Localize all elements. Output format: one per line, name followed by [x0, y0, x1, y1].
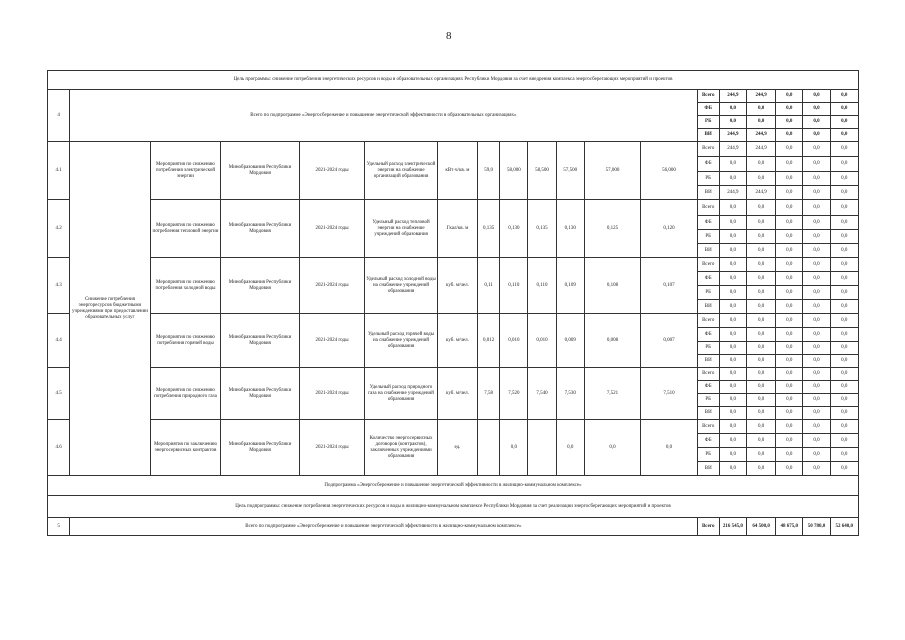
base-value: 59,0 [478, 142, 500, 200]
funding-value: 0,0 [719, 394, 746, 407]
funding-source: РБ [697, 116, 719, 129]
executor: Минобразования Республики Мордовия [221, 200, 300, 258]
funding-value: 244,9 [746, 90, 775, 103]
funding-value: 244,9 [746, 142, 775, 157]
funding-value: 0,0 [776, 407, 803, 420]
funding-value: 0,0 [746, 328, 775, 342]
funding-value: 0,0 [776, 448, 803, 462]
funding-value: 0,0 [719, 342, 746, 355]
base-value: 7,58 [478, 368, 500, 420]
unit: Гкал/кв. м [437, 200, 477, 258]
funding-value: 0,0 [719, 368, 746, 381]
funding-value: 0,0 [830, 407, 858, 420]
period: 2021-2024 годы [299, 314, 364, 368]
target-value: 0,009 [556, 314, 584, 368]
unit: куб. м/чел. [437, 368, 477, 420]
funding-source: ФБ [697, 434, 719, 448]
base-value [478, 420, 500, 476]
funding-value: 0,0 [803, 434, 830, 448]
funding-value: 0,0 [719, 355, 746, 368]
funding-value: 0,0 [803, 200, 830, 216]
funding-value: 0,0 [830, 286, 858, 300]
funding-value: 0,0 [803, 342, 830, 355]
period: 2021-2024 годы [299, 142, 364, 200]
table-row [48, 368, 859, 381]
base-value: 0,012 [478, 314, 500, 368]
base-value: 0,135 [478, 200, 500, 258]
funding-value: 0,0 [746, 300, 775, 314]
target-value: 56,000 [641, 142, 697, 200]
base-value: 0,11 [478, 258, 500, 314]
funding-value: 0,0 [776, 142, 803, 157]
unit: куб. м/чел. [437, 258, 477, 314]
measure-name: Мероприятия по снижению потребления холодной воды [150, 258, 221, 314]
funding-value: 0,0 [776, 172, 803, 186]
funding-value: 0,0 [746, 368, 775, 381]
funding-value: 0,0 [746, 172, 775, 186]
table-row [48, 142, 859, 157]
funding-value: 0,0 [830, 394, 858, 407]
funding-value: 0,0 [776, 381, 803, 394]
target-value: 0,109 [556, 258, 584, 314]
target-value: 0,0 [500, 420, 528, 476]
subprogram-total-title: Всего по подпрограмме «Энергосбережение и повышение энергетической эффективности в жилищно-коммунальном комплексе» [70, 518, 697, 536]
funding-source: Всего [697, 368, 719, 381]
funding-value: 0,0 [719, 272, 746, 286]
funding-value: 244,9 [746, 186, 775, 200]
unit: кВт·ч/кв. м [437, 142, 477, 200]
funding-value: 0,0 [830, 172, 858, 186]
funding-source: ВИ [697, 462, 719, 476]
funding-value: 0,0 [746, 258, 775, 272]
funding-value: 0,0 [719, 314, 746, 328]
funding-value: 0,0 [830, 216, 858, 230]
funding-source: ФБ [697, 157, 719, 172]
measure-name: Мероприятия по заключению энергосервисных контрактов [150, 420, 221, 476]
funding-value: 0,0 [719, 462, 746, 476]
period: 2021-2024 годы [299, 200, 364, 258]
funding-source: ВИ [697, 129, 719, 142]
funding-value: 0,0 [803, 272, 830, 286]
funding-value: 0,0 [803, 407, 830, 420]
funding-source: РБ [697, 172, 719, 186]
funding-value: 0,0 [830, 200, 858, 216]
funding-value: 0,0 [776, 116, 803, 129]
funding-source: ФБ [697, 272, 719, 286]
funding-value: 0,0 [776, 420, 803, 434]
unit: куб. м/чел. [437, 314, 477, 368]
funding-source: РБ [697, 286, 719, 300]
funding-value: 0,0 [719, 407, 746, 420]
task-description: Снижение потребления энергоресурсов бюджетными учреждениями при предоставлении образовательных услуг [70, 142, 151, 476]
indicator: Удельный расход тепловой энергии на снабжение учреждений образования [365, 200, 438, 258]
funding-value: 0,0 [830, 258, 858, 272]
funding-value: 0,0 [776, 368, 803, 381]
row-number: 4.4 [48, 314, 70, 368]
funding-value: 244,9 [719, 129, 746, 142]
measure-name: Мероприятия по снижению потребления электрической энергии [150, 142, 221, 200]
funding-value: 0,0 [803, 129, 830, 142]
funding-value: 0,0 [803, 244, 830, 258]
funding-value: 0,0 [776, 434, 803, 448]
target-value: 0,008 [584, 314, 640, 368]
measure-name: Мероприятия по снижению потребления горячей воды [150, 314, 221, 368]
funding-value: 0,0 [803, 103, 830, 116]
subprogram-goal: Цель подпрограммы: снижение потребления энергетических ресурсов и воды в жилищно-коммунальном комплексе Республики Мордовия за счет реализации энергосберегающих мероприятий и проектов [48, 496, 859, 518]
indicator: Удельный расход горячей воды на снабжение учреждений образования [365, 314, 438, 368]
funding-value: 0,0 [803, 314, 830, 328]
funding-value: 0,0 [830, 230, 858, 244]
subprogram-title: Подпрограмма «Энергосбережение и повышение энергетической эффективности в жилищно-коммунальном комплексе» [48, 476, 859, 496]
funding-source: ФБ [697, 381, 719, 394]
funding-value: 0,0 [719, 116, 746, 129]
funding-source: ВИ [697, 300, 719, 314]
funding-value: 0,0 [830, 462, 858, 476]
funding-value: 0,0 [746, 116, 775, 129]
measure-name: Мероприятия по снижению потребления природного газа [150, 368, 221, 420]
funding-value: 0,0 [776, 186, 803, 200]
funding-value: 0,0 [746, 230, 775, 244]
funding-value: 0,0 [746, 381, 775, 394]
funding-value: 0,0 [719, 434, 746, 448]
funding-value: 0,0 [803, 172, 830, 186]
measure-name: Мероприятия по снижению потребления тепловой энергии [150, 200, 221, 258]
target-value: 7,540 [528, 368, 556, 420]
funding-source: ВИ [697, 355, 719, 368]
funding-value: 0,0 [830, 314, 858, 328]
executor: Минобразования Республики Мордовия [221, 142, 300, 200]
funding-value: 0,0 [776, 300, 803, 314]
funding-source: Всего [697, 90, 719, 103]
indicator: Удельный расход холодной воды на снабжение учреждений образования [365, 258, 438, 314]
funding-value: 0,0 [776, 244, 803, 258]
target-value: 57,000 [584, 142, 640, 200]
target-value: 7,521 [584, 368, 640, 420]
unit: ед. [437, 420, 477, 476]
target-value: 57,500 [556, 142, 584, 200]
funding-source: Всего [697, 142, 719, 157]
funding-value: 0,0 [746, 272, 775, 286]
target-value: 0,110 [500, 258, 528, 314]
funding-value: 0,0 [830, 420, 858, 434]
funding-value: 0,0 [803, 258, 830, 272]
funding-source: Всего [697, 314, 719, 328]
row-number: 4.5 [48, 368, 70, 420]
funding-value: 64 500,0 [746, 518, 775, 536]
funding-value: 0,0 [830, 300, 858, 314]
funding-value: 0,0 [830, 342, 858, 355]
funding-source: РБ [697, 230, 719, 244]
funding-value: 0,0 [776, 200, 803, 216]
executor: Минобразования Республики Мордовия [221, 368, 300, 420]
funding-value: 0,0 [776, 103, 803, 116]
funding-value: 0,0 [830, 381, 858, 394]
funding-value: 0,0 [830, 328, 858, 342]
funding-value: 0,0 [746, 434, 775, 448]
period: 2021-2024 годы [299, 420, 364, 476]
target-value: 7,530 [556, 368, 584, 420]
funding-value: 0,0 [776, 258, 803, 272]
funding-value: 0,0 [830, 90, 858, 103]
table-row [48, 314, 859, 328]
target-value: 58,500 [528, 142, 556, 200]
funding-value: 0,0 [776, 328, 803, 342]
funding-value: 0,0 [830, 368, 858, 381]
funding-source: РБ [697, 342, 719, 355]
target-value: 58,000 [500, 142, 528, 200]
funding-value: 0,0 [719, 420, 746, 434]
table-row [48, 420, 859, 434]
funding-value: 0,0 [719, 244, 746, 258]
funding-value: 0,0 [746, 407, 775, 420]
target-value: 0,108 [584, 258, 640, 314]
target-value: 0,125 [584, 200, 640, 258]
funding-source: ВИ [697, 407, 719, 420]
funding-value: 0,0 [803, 157, 830, 172]
funding-value: 0,0 [803, 355, 830, 368]
subprogram-total-title: Всего по подпрограмме «Энергосбережение и повышение энергетической эффективности в образовательных организациях» [70, 90, 697, 142]
table-row [48, 518, 859, 536]
table-row [48, 496, 859, 518]
funding-value: 0,0 [719, 200, 746, 216]
funding-source: ВИ [697, 244, 719, 258]
period: 2021-2024 годы [299, 258, 364, 314]
target-value: 0,135 [528, 200, 556, 258]
target-value: 0,0 [641, 420, 697, 476]
target-value: 0,010 [528, 314, 556, 368]
funding-value: 244,9 [719, 142, 746, 157]
funding-value: 0,0 [746, 448, 775, 462]
funding-source: ВИ [697, 186, 719, 200]
funding-value: 0,0 [830, 129, 858, 142]
funding-value: 0,0 [719, 381, 746, 394]
target-value: 0,010 [500, 314, 528, 368]
funding-source: РБ [697, 394, 719, 407]
funding-value: 52 640,0 [830, 518, 858, 536]
funding-value: 0,0 [776, 286, 803, 300]
period: 2021-2024 годы [299, 368, 364, 420]
funding-value: 244,9 [719, 186, 746, 200]
executor: Минобразования Республики Мордовия [221, 420, 300, 476]
funding-value: 0,0 [830, 186, 858, 200]
funding-value: 244,9 [746, 129, 775, 142]
funding-value: 0,0 [719, 216, 746, 230]
funding-value: 0,0 [803, 142, 830, 157]
funding-source: ФБ [697, 328, 719, 342]
funding-value: 0,0 [746, 314, 775, 328]
funding-value: 0,0 [746, 342, 775, 355]
target-value: 7,520 [500, 368, 528, 420]
target-value: 0,107 [641, 258, 697, 314]
target-value [528, 420, 556, 476]
funding-value: 0,0 [803, 230, 830, 244]
indicator: Количество энергосервисных договоров (контрактов), заключенных учреждениями образования [365, 420, 438, 476]
funding-value: 0,0 [719, 286, 746, 300]
funding-source: Всего [697, 258, 719, 272]
funding-value: 0,0 [830, 434, 858, 448]
funding-value: 0,0 [746, 355, 775, 368]
funding-value: 0,0 [830, 142, 858, 157]
funding-value: 0,0 [719, 258, 746, 272]
target-value: 0,007 [641, 314, 697, 368]
funding-value: 0,0 [776, 394, 803, 407]
funding-value: 0,0 [746, 216, 775, 230]
funding-value: 0,0 [803, 116, 830, 129]
funding-value: 0,0 [776, 314, 803, 328]
funding-value: 0,0 [746, 394, 775, 407]
executor: Минобразования Республики Мордовия [221, 258, 300, 314]
funding-value: 244,9 [719, 90, 746, 103]
target-value: 0,130 [500, 200, 528, 258]
executor: Минобразования Республики Мордовия [221, 314, 300, 368]
indicator: Удельный расход природного газа на снабжение учреждений образования [365, 368, 438, 420]
funding-value: 0,0 [803, 368, 830, 381]
funding-value: 0,0 [830, 116, 858, 129]
funding-value: 0,0 [803, 186, 830, 200]
funding-value: 216 545,0 [719, 518, 746, 536]
funding-value: 0,0 [830, 448, 858, 462]
funding-value: 0,0 [803, 394, 830, 407]
row-number: 4.1 [48, 142, 70, 200]
funding-value: 0,0 [746, 200, 775, 216]
funding-value: 0,0 [719, 103, 746, 116]
target-value: 0,120 [641, 200, 697, 258]
funding-value: 0,0 [830, 244, 858, 258]
funding-value: 0,0 [776, 90, 803, 103]
funding-value: 0,0 [803, 286, 830, 300]
funding-value: 50 780,0 [803, 518, 830, 536]
funding-value: 0,0 [719, 328, 746, 342]
target-value: 0,130 [556, 200, 584, 258]
table-row [48, 90, 859, 103]
row-number: 4 [48, 90, 70, 142]
funding-value: 0,0 [719, 230, 746, 244]
funding-value: 0,0 [776, 355, 803, 368]
funding-value: 0,0 [746, 157, 775, 172]
funding-value: 0,0 [746, 103, 775, 116]
funding-source: Всего [697, 200, 719, 216]
row-number: 4.6 [48, 420, 70, 476]
table-row [48, 200, 859, 216]
funding-value: 0,0 [803, 462, 830, 476]
funding-value: 0,0 [803, 328, 830, 342]
funding-source: ФБ [697, 216, 719, 230]
funding-value: 0,0 [719, 300, 746, 314]
funding-value: 0,0 [803, 420, 830, 434]
funding-value: 0,0 [776, 342, 803, 355]
indicator: Удельный расход электрической энергии на снабжение организаций образования [365, 142, 438, 200]
funding-value: 0,0 [746, 286, 775, 300]
funding-source: Всего [697, 518, 719, 536]
funding-value: 0,0 [803, 381, 830, 394]
program-table [47, 70, 859, 536]
funding-source: Всего [697, 420, 719, 434]
funding-value: 0,0 [776, 216, 803, 230]
funding-value: 0,0 [830, 157, 858, 172]
funding-value: 0,0 [746, 244, 775, 258]
funding-value: 48 675,0 [776, 518, 803, 536]
funding-source: ФБ [697, 103, 719, 116]
funding-value: 0,0 [719, 448, 746, 462]
funding-value: 0,0 [776, 272, 803, 286]
funding-value: 0,0 [776, 230, 803, 244]
page-number: 8 [446, 30, 452, 42]
row-number: 4.3 [48, 258, 70, 314]
program-goal: Цель программы: снижение потребления энергетических ресурсов и воды в образовательных организациях Республики Мордовия за счет внедрения комплекса энергосберегающих мероприятий и проектов [48, 71, 859, 90]
funding-value: 0,0 [803, 300, 830, 314]
funding-value: 0,0 [746, 420, 775, 434]
target-value: 0,0 [556, 420, 584, 476]
target-value: 0,0 [584, 420, 640, 476]
funding-value: 0,0 [776, 129, 803, 142]
target-value: 7,510 [641, 368, 697, 420]
funding-value: 0,0 [830, 355, 858, 368]
funding-value: 0,0 [830, 103, 858, 116]
funding-value: 0,0 [803, 90, 830, 103]
row-number: 4.2 [48, 200, 70, 258]
table-row [48, 258, 859, 272]
funding-value: 0,0 [746, 462, 775, 476]
funding-value: 0,0 [803, 216, 830, 230]
funding-value: 0,0 [719, 157, 746, 172]
funding-value: 0,0 [776, 157, 803, 172]
funding-value: 0,0 [719, 172, 746, 186]
funding-value: 0,0 [830, 272, 858, 286]
table-row [48, 476, 859, 496]
funding-value: 0,0 [776, 462, 803, 476]
target-value: 0,110 [528, 258, 556, 314]
funding-source: РБ [697, 448, 719, 462]
row-number: 5 [48, 518, 70, 536]
funding-value: 0,0 [803, 448, 830, 462]
